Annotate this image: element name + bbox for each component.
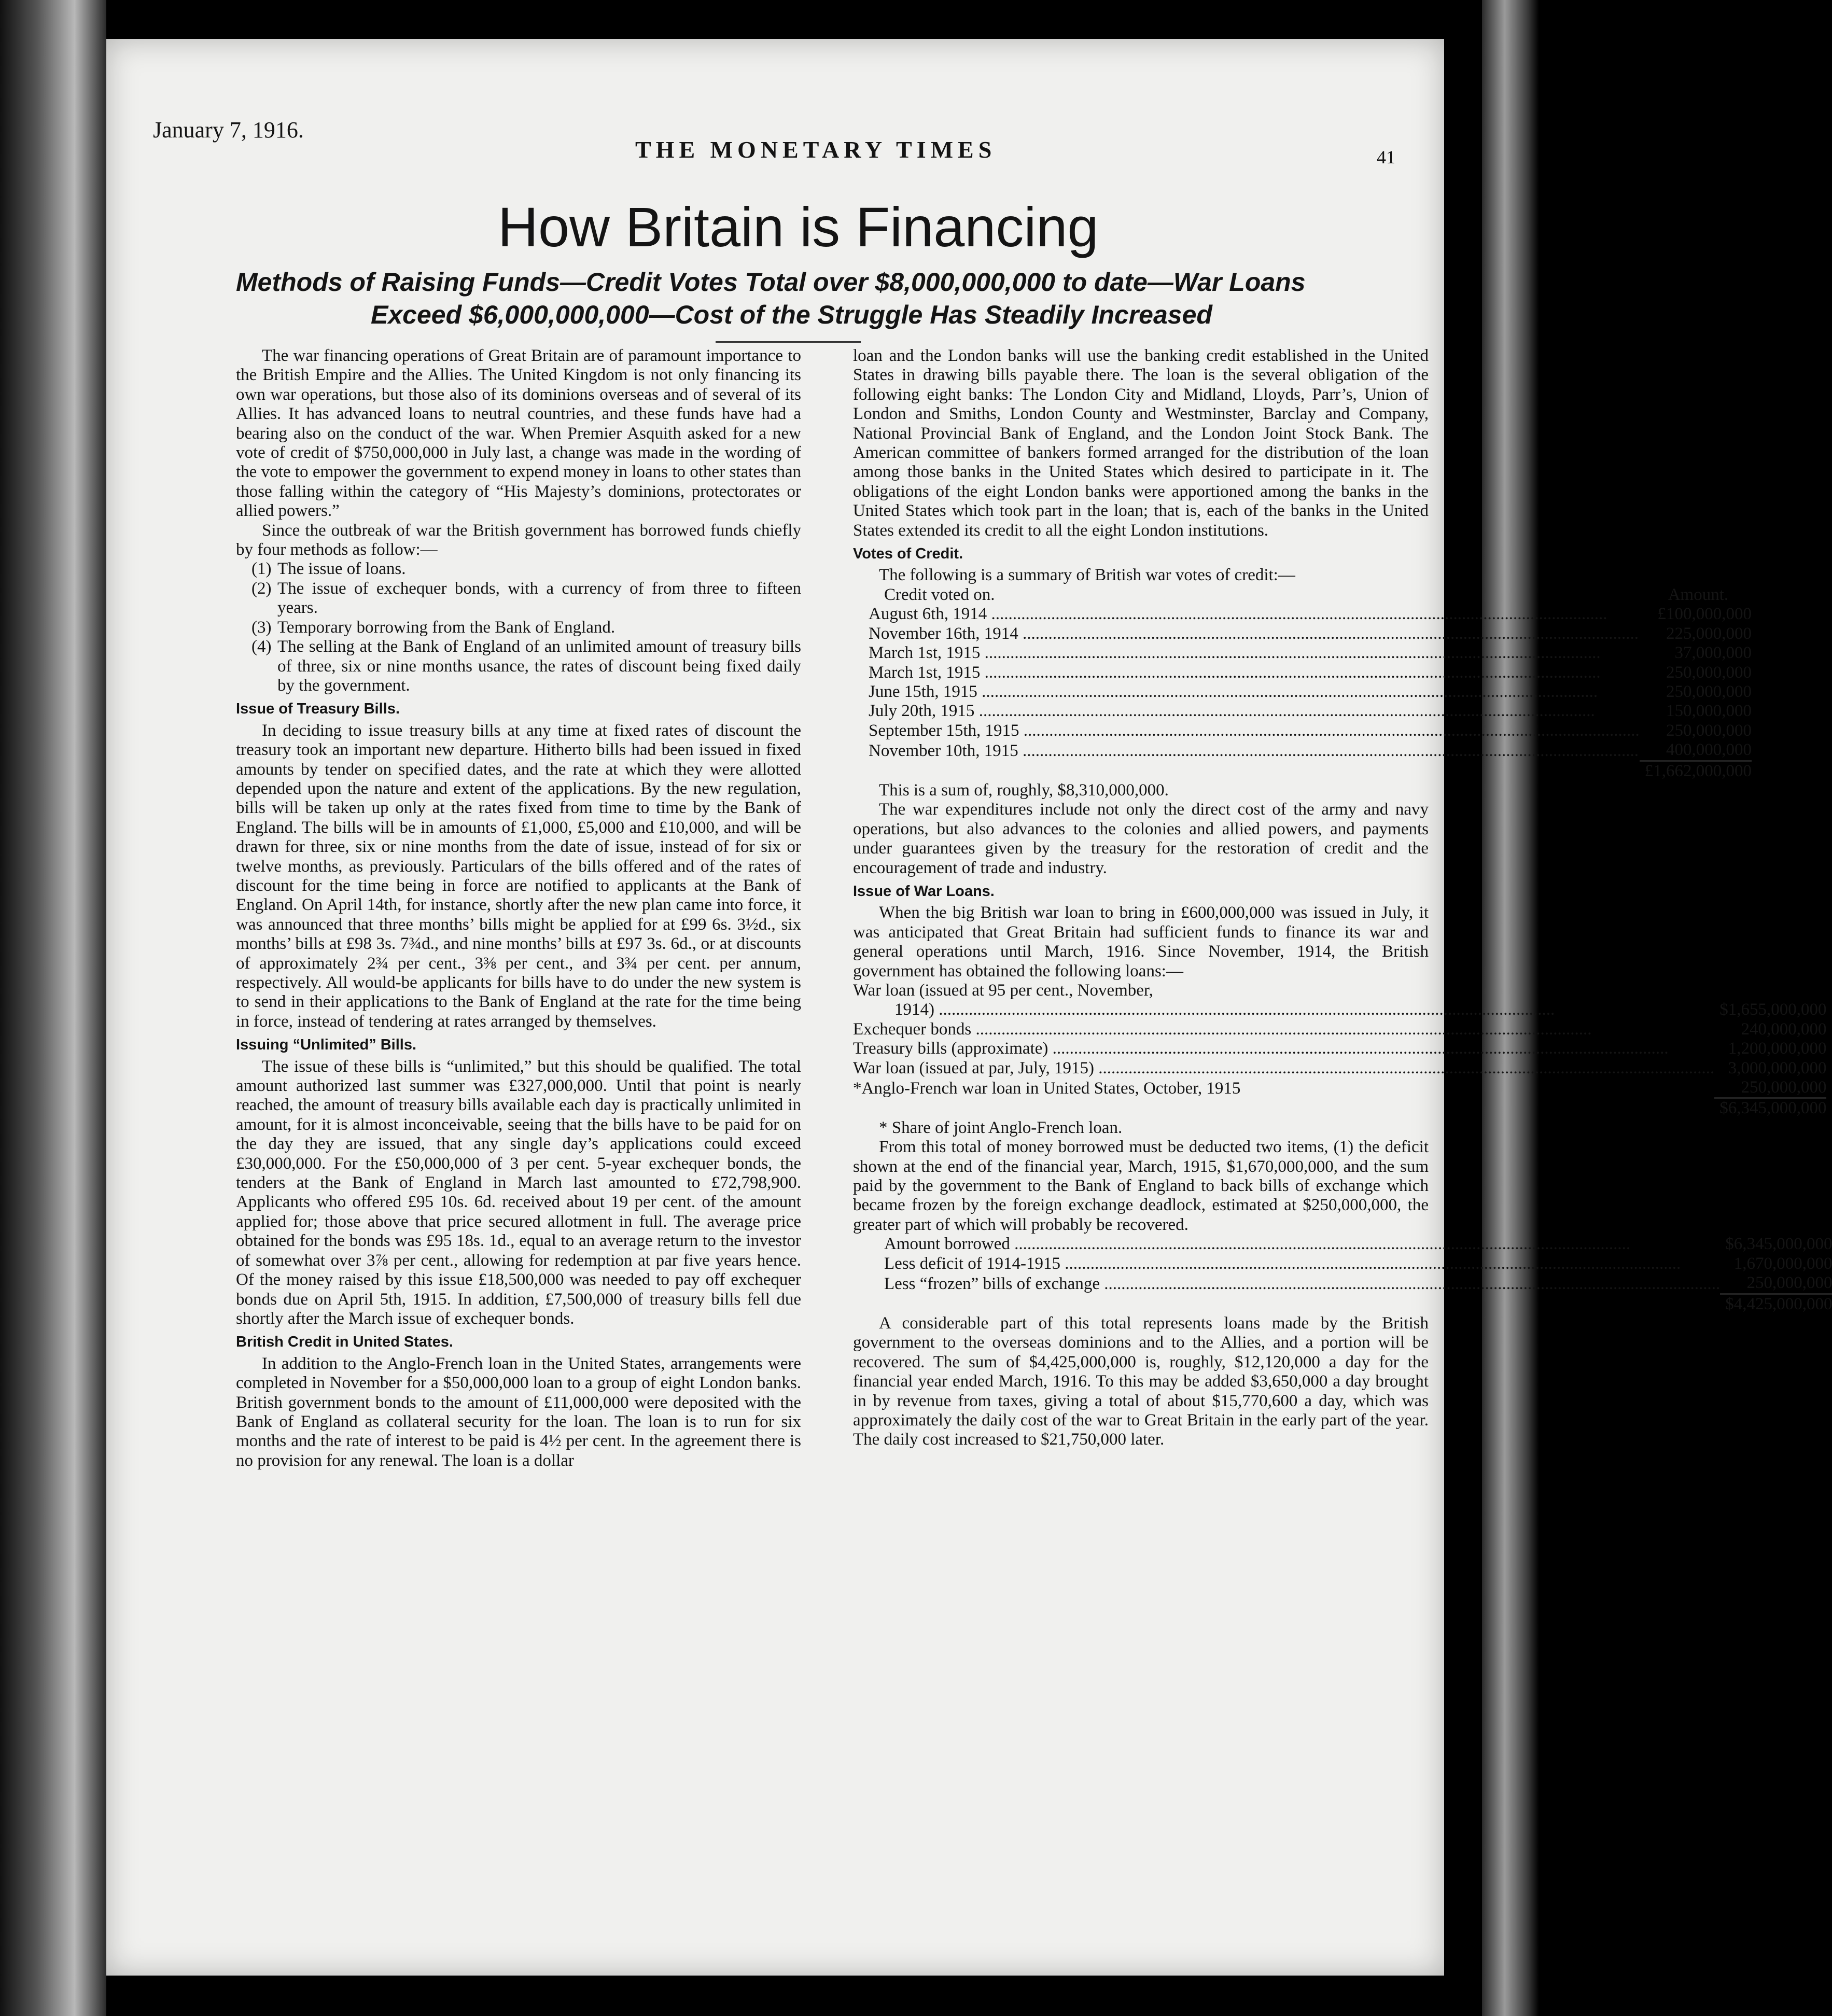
methods-intro: Since the outbreak of war the British government has borrowed funds chiefly by four methods as follow:— <box>236 521 801 559</box>
table-row: War loan (issued at 95 per cent., November, <box>853 981 1153 1000</box>
list-item: (1) The issue of loans. <box>251 559 406 579</box>
table-row: Less deficit of 1914-1915 ..... 1,670,000,000 <box>884 1254 1832 1273</box>
sum-sentence: This is a sum of, roughly, $8,310,000,000. <box>879 780 1169 800</box>
table-header-row <box>853 585 1752 605</box>
publication-name: THE MONETARY TIMES <box>635 136 997 163</box>
table-row: March 1st, 1915 ..... 37,000,000 <box>853 643 1752 663</box>
unlimited-bills-paragraph: The issue of these bills is “unlimited,” but this should be qualified. The total amount authorized last summer was £327,000,000. Until that point is nearly reached, the amount of treasury bills available each day is practically unlimited in amount, for it is almost inconceivable, seeing that the bills have to be paid for on the day they are issued, that any single day’s applications could exceed £30,000,000. For the £50,000,000 of 3 per cent. 5-year exchequer bonds, the tenders at the Bank of England in March last amounted to £72,798,900. Applicants who offered £95 10s. 6d. received about 19 per cent. of the amount applied for; those above that price secured allotment in full. The average price obtained for the bonds was £95 18s. 1d., equal to an average return to the investor of somewhat over 3⅞ per cent., allowing for redemption at par five years hence. Of the money raised by this issue £18,500,000 was needed to pay off exchequer bonds due on April 5th, 1915. In addition, £7,500,000 of treasury bills fell due shortly after the March issue of exchequer bonds. <box>236 1057 801 1328</box>
footnote: * Share of joint Anglo-French loan. <box>879 1118 1123 1137</box>
table-row: Less “frozen” bills of exchange ..... 250,000,000 <box>884 1273 1832 1294</box>
table-total-row <box>884 1294 1832 1314</box>
subheadline-line-1: Methods of Raising Funds—Credit Votes Total over $8,000,000,000 to date—War Loans <box>236 268 1306 297</box>
subheadline-line-2: Exceed $6,000,000,000—Cost of the Struggle Has Steadily Increased <box>371 300 1212 329</box>
continued-paragraph: loan and the London banks will use the banking credit established in the United States in drawing bills payable there. The loan is the several obligation of the following eight banks: The London City and Midland, Lloyds, Parr’s, Union of London and Smiths, London County and Westminster, Barclay and Company, National Provincial Bank of England, and the London Joint Stock Bank. The American committee of bankers formed arranged for the distribution of the loan among those banks in the United States which desired to participate in it. The obligations of the eight London banks were apportioned among the banks in the United States which took part in the loan; that is, each of the banks in the United States extended its credit to all the eight London institutions. <box>853 346 1429 540</box>
war-loans-intro: When the big British war loan to bring in £600,000,000 was issued in July, it was anticipated that Great Britain had sufficient funds to finance its war and general operations until March, 1916. Since November, 1914, the British government has obtained the following loans:— <box>853 903 1429 981</box>
table-total-row <box>853 1098 1826 1118</box>
column-header-amount: Amount. <box>1668 585 1729 604</box>
british-credit-paragraph: In addition to the Anglo-French loan in the United States, arrangements were completed in November for a $50,000,000 loan to a group of eight London banks. British government bonds to the amount of £11,000,000 were deposited with the Bank of England as collateral security for the loan. The loan is to run for six months and the rate of interest to be paid is 4½ per cent. In the agreement there is no provision for any renewal. The loan is a dollar <box>236 1354 801 1470</box>
table-row: March 1st, 1915 ..... 250,000,000 <box>853 663 1752 682</box>
table-row: September 15th, 1915 ..... 250,000,000 <box>853 721 1752 740</box>
list-item: (3) Temporary borrowing from the Bank of England. <box>251 618 616 637</box>
issue-date: January 7, 1916. <box>153 117 304 143</box>
table-row: 1914) ..... $1,655,000,000 <box>853 1000 1826 1019</box>
table-row: Treasury bills (approximate) ..... 1,200,000,000 <box>853 1039 1826 1058</box>
section-heading-british-credit: British Credit in United States. <box>236 1334 453 1351</box>
votes-of-credit-table <box>853 585 1752 781</box>
table-total-row <box>853 761 1752 781</box>
section-heading-war-loans: Issue of War Loans. <box>853 883 995 900</box>
votes-intro: The following is a summary of British war votes of credit:— <box>879 566 1295 585</box>
table-row: June 15th, 1915 ..... 250,000,000 <box>853 682 1752 702</box>
net-total: $4,425,000,000 <box>1720 1294 1832 1314</box>
table-row: August 6th, 1914 ..... £100,000,000 <box>853 605 1752 624</box>
deduction-paragraph: From this total of money borrowed must be deducted two items, (1) the deficit shown at the end of the financial year, March, 1915, $1,670,000,000, and the sum paid by the government to the Bank of England to back bills of exchange which became frozen by the foreign exchange deadlock, estimated at $250,000,000, the greater part of which will probably be recovered. <box>853 1138 1429 1234</box>
table-row: Exchequer bonds ..... 240,000,000 <box>853 1020 1826 1039</box>
page-number: 41 <box>1377 147 1395 167</box>
left-page-edge <box>0 0 106 2016</box>
methods-list <box>236 559 801 695</box>
table-row: November 16th, 1914 ..... 225,000,000 <box>853 624 1752 643</box>
table-row: Amount borrowed ..... $6,345,000,000 <box>884 1235 1832 1254</box>
loans-total: $6,345,000,000 <box>1714 1098 1826 1118</box>
left-column <box>236 346 801 1471</box>
intro-paragraph: The war financing operations of Great Britain are of paramount importance to the British Empire and the Allies. The United Kingdom is not only financing its own war operations, but those also of its dominions overseas and of several of its Allies. It has advanced loans to neutral countries, and these funds have had a bearing also on the conduct of the war. When Premier Asquith asked for a new vote of credit of $750,000,000 in July last, a change was made in the wording of the vote to empower the government to expend money in loans to other states than those falling within the category of “His Majesty’s dominions, protectorates or allied powers.” <box>236 346 801 521</box>
list-item: (2) The issue of exchequer bonds, with a currency of from three to fifteen years. <box>251 579 801 618</box>
section-heading-votes-of-credit: Votes of Credit. <box>853 545 963 563</box>
final-paragraph: A considerable part of this total represents loans made by the British government to the overseas dominions and to the Allies, and a portion will be recovered. The sum of $4,425,000,000 is, roughly, $12,120,000 a day for the financial year ended March, 1916. To this may be added $3,650,000 a day brought in by revenue from taxes, giving a total of about $15,770,600 a day, which was approximately the daily cost of the war to Great Britain in the early part of the year. The daily cost increased to $21,750,000 later. <box>853 1313 1429 1449</box>
section-heading-treasury-bills: Issue of Treasury Bills. <box>236 701 400 718</box>
table-row: *Anglo-French war loan in United States, October, 1915 250,000,000 <box>853 1078 1827 1098</box>
votes-total: £1,662,000,000 <box>1640 761 1752 781</box>
table-row: July 20th, 1915 ..... 150,000,000 <box>853 702 1752 721</box>
section-heading-unlimited-bills: Issuing “Unlimited” Bills. <box>236 1037 417 1054</box>
treasury-bills-paragraph: In deciding to issue treasury bills at any time at fixed rates of discount the treasury took an important new departure. Hitherto bills had been issued in fixed amounts by tender on specified dates, and the rate at which they were allotted depended upon the nature and extent of the applications. By the new regulation, bills will be taken up only at the rates fixed from time to time by the Bank of England. The bills will be in amounts of £1,000, £5,000 and £10,000, and will be drawn for three, six or nine months from the date of issue, instead of for six or twelve months, as previously. Particulars of the bills offered and of the rates of discount for the time being in force are notified to applicants at the Bank of England. On April 14th, for instance, shortly after the new plan came into force, it was announced that three months’ bills might be applied for at £99 6s. 3½d., six months’ bills at £98 3s. 7¾d., and nine months’ bills at £97 3s. 6d., or at discounts of approximately 2¾ per cent., 3⅜ per cent., and 3¾ per cent. per annum, respectively. All would-be applicants for bills have to do under the new system is to send in their applications to the Bank of England at the rate for the time being in force, instead of tendering at rates arranged by themselves. <box>236 721 801 1031</box>
article-headline: How Britain is Financing <box>498 195 1099 258</box>
column-header-date: Credit voted on. <box>884 585 995 604</box>
war-loans-table <box>853 981 1826 1118</box>
headline-rule <box>716 341 861 343</box>
net-borrowing-table <box>884 1235 1832 1314</box>
expenditures-paragraph: The war expenditures include not only the direct cost of the army and navy operations, but also advances to the colonies and allied powers, and payments under guarantees given by the treasury for the restoration of credit and the encouragement of trade and industry. <box>853 800 1429 877</box>
right-column <box>853 346 1832 1450</box>
table-row: War loan (issued at par, July, 1915) ..... 3,000,000,000 <box>853 1059 1826 1078</box>
list-item: (4) The selling at the Bank of England of an unlimited amount of treasury bills of three, six or nine months usance, the rates of discount being fixed daily by the government. <box>251 637 801 695</box>
table-row: November 10th, 1915 ..... 400,000,000 <box>853 740 1752 761</box>
